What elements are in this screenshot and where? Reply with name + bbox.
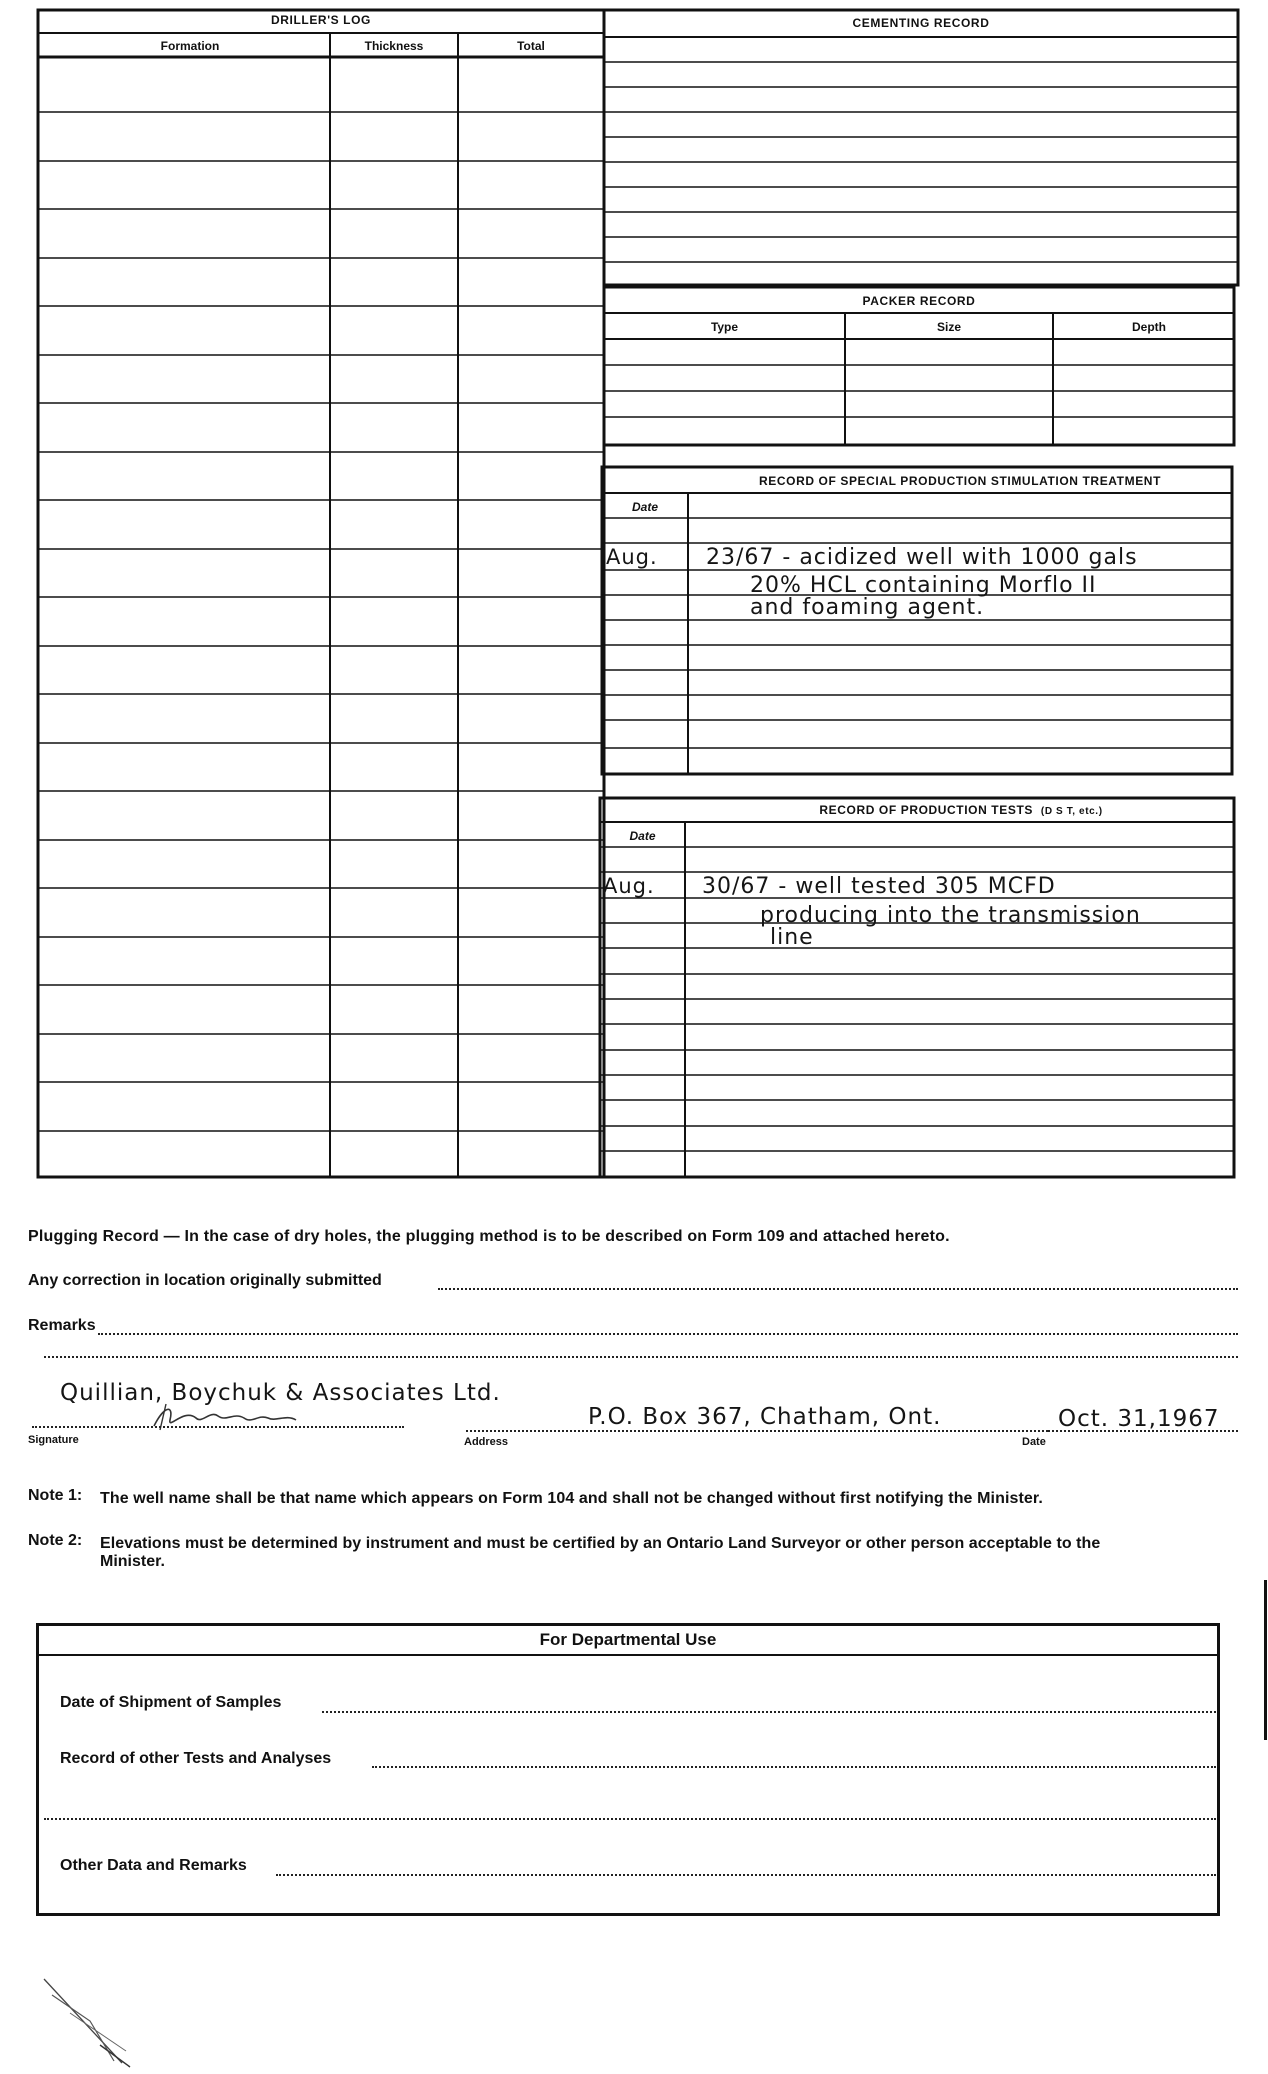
production-date-header: Date [629, 829, 656, 843]
address-value: P.O. Box 367, Chatham, Ont. [588, 1404, 942, 1430]
packer-record-title: PACKER RECORD [862, 294, 976, 308]
note2-text-line1: Elevations must be determined by instrument and must be certified by an Ontario Land Surveyor or other person acceptable to the [100, 1535, 1101, 1552]
note1-text: The well name shall be that name which appears on Form 104 and shall not be changed without first notifying the Minister. [100, 1490, 1043, 1507]
scan-edge-mark [1264, 1580, 1267, 1740]
production-tests-title: RECORD OF PRODUCTION TESTS (D S T, etc.) [819, 803, 1103, 817]
correction-field[interactable] [438, 1288, 1238, 1290]
company-name: Quillian, Boychuk & Associates Ltd. [60, 1380, 501, 1406]
remarks-label: Remarks [28, 1317, 96, 1334]
stimulation-entry-line2: 20% HCL containing Morflo II [750, 573, 1097, 598]
note2-text-line2: Minister. [100, 1553, 165, 1570]
formation-column-header: Formation [160, 39, 220, 53]
shipment-label: Date of Shipment of Samples [60, 1694, 282, 1711]
production-entry-line1: 30/67 - well tested 305 MCFD [702, 874, 1056, 899]
date-label: Date [1022, 1436, 1046, 1448]
stimulation-entry-date: Aug. [606, 545, 658, 569]
production-entry-date: Aug. [603, 874, 655, 898]
note1-label: Note 1: [28, 1487, 83, 1504]
date-field[interactable] [1048, 1430, 1238, 1432]
date-value: Oct. 31,1967 [1058, 1406, 1220, 1432]
address-label: Address [464, 1436, 509, 1448]
stimulation-date-header: Date [631, 500, 658, 514]
remarks-field-line2[interactable] [44, 1356, 1238, 1358]
departmental-use-title: For Departmental Use [539, 1630, 717, 1649]
shipment-field[interactable] [322, 1711, 1216, 1713]
packer-type-header: Type [710, 320, 739, 334]
total-column-header: Total [517, 39, 545, 53]
packer-size-header: Size [936, 320, 961, 334]
other-data-label: Other Data and Remarks [60, 1857, 247, 1874]
address-field[interactable] [466, 1430, 1048, 1432]
stimulation-entry-line3: and foaming agent. [750, 595, 985, 620]
thickness-column-header: Thickness [364, 39, 424, 53]
signature-field[interactable] [32, 1426, 404, 1428]
handwritten-signature-icon [140, 1396, 320, 1436]
drillers-log-title: DRILLER'S LOG [271, 13, 371, 27]
remarks-field[interactable] [98, 1333, 1238, 1335]
cementing-record-title: CEMENTING RECORD [852, 16, 990, 30]
correction-label: Any correction in location originally submitted [28, 1272, 382, 1289]
plugging-record-text: Plugging Record — In the case of dry holes, the plugging method is to be described on Form 109 and attached hereto. [28, 1228, 950, 1245]
other-tests-field-line2[interactable] [44, 1818, 1216, 1820]
production-entry-line3: line [770, 925, 814, 950]
signature-label: Signature [28, 1434, 79, 1446]
packer-depth-header: Depth [1132, 320, 1166, 334]
stimulation-title: RECORD OF SPECIAL PRODUCTION STIMULATION TREATMENT [759, 474, 1161, 488]
other-tests-label: Record of other Tests and Analyses [60, 1750, 332, 1767]
production-entry-line2: producing into the transmission [760, 903, 1141, 928]
departmental-use-divider [36, 1654, 1220, 1656]
pen-stroke-marks-icon [30, 1975, 150, 2070]
note2-label: Note 2: [28, 1532, 83, 1549]
other-tests-field[interactable] [372, 1766, 1216, 1768]
other-data-field[interactable] [276, 1874, 1216, 1876]
stimulation-entry-line1: 23/67 - acidized well with 1000 gals [706, 545, 1138, 570]
